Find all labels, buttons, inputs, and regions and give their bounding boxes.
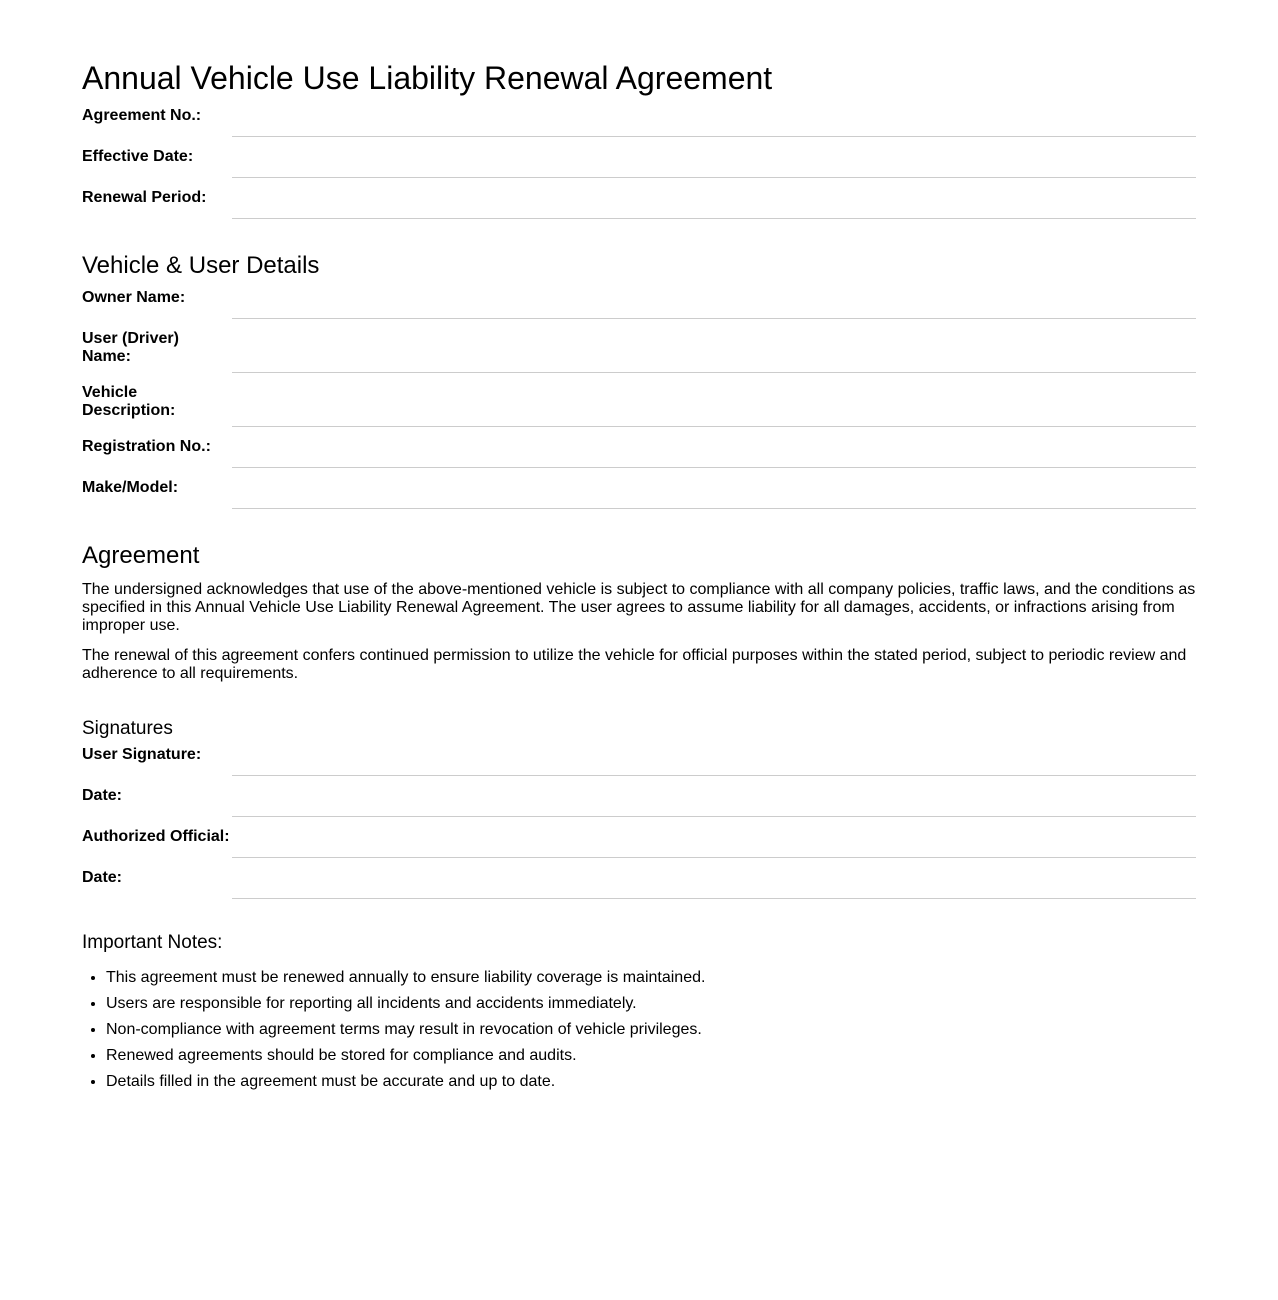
driver-name-label: User (Driver) Name: — [82, 330, 179, 365]
vehicle-description-row — [82, 384, 1196, 427]
user-date-label: Date: — [82, 787, 123, 804]
user-date-field[interactable] — [232, 787, 1196, 817]
official-date-field[interactable] — [232, 869, 1196, 899]
make-model-label: Make/Model: — [82, 479, 179, 496]
registration-number-field[interactable] — [232, 438, 1196, 468]
vehicle-user-fields — [82, 289, 1196, 509]
vehicle-description-label: Vehicle Description: — [82, 384, 176, 419]
user-signature-row — [82, 746, 1196, 776]
authorized-official-label: Authorized Official: — [82, 828, 230, 845]
signatures-heading: Signatures — [82, 718, 173, 739]
notes-list — [82, 969, 1196, 1091]
driver-name-field[interactable] — [232, 330, 1196, 373]
list-item: • Renewed agreements should be stored for compliance and audits. — [106, 1047, 1196, 1065]
list-item: • This agreement must be renewed annually to ensure liability coverage is maintained. — [106, 969, 1196, 987]
user-date-row — [82, 787, 1196, 817]
owner-name-field[interactable] — [232, 289, 1196, 319]
agreement-paragraph-2: The renewal of this agreement confers continued permission to utilize the vehicle for official purposes within the stated period, subject to periodic review and adherence to all requirements. — [82, 647, 1187, 682]
owner-name-label: Owner Name: — [82, 289, 186, 306]
agreement-number-field[interactable] — [232, 107, 1196, 137]
list-item: • Users are responsible for reporting all incidents and accidents immediately. — [106, 995, 1196, 1013]
effective-date-label: Effective Date: — [82, 148, 194, 165]
vehicle-user-heading: Vehicle & User Details — [82, 252, 320, 279]
official-date-row — [82, 869, 1196, 899]
make-model-field[interactable] — [232, 479, 1196, 509]
effective-date-row — [82, 148, 1196, 178]
agreement-number-label: Agreement No.: — [82, 107, 202, 124]
agreement-number-row — [82, 107, 1196, 137]
renewal-period-label: Renewal Period: — [82, 189, 207, 206]
renewal-period-row — [82, 189, 1196, 219]
effective-date-field[interactable] — [232, 148, 1196, 178]
owner-name-row — [82, 289, 1196, 319]
agreement-heading: Agreement — [82, 542, 200, 569]
make-model-row — [82, 479, 1196, 509]
authorized-official-field[interactable] — [232, 828, 1196, 858]
document-title: Annual Vehicle Use Liability Renewal Agreement — [82, 60, 773, 96]
registration-number-label: Registration No.: — [82, 438, 211, 455]
agreement-paragraph-1: The undersigned acknowledges that use of the above-mentioned vehicle is subject to compliance with all company policies, traffic laws, and the conditions as specified in this Annual Vehicle Use Liability Renewal Agreement. The user agrees to assume liability for all damages, accidents, or infractions arising from improper use. — [82, 581, 1196, 634]
header-fields — [82, 107, 1196, 219]
user-signature-field[interactable] — [232, 746, 1196, 776]
registration-number-row — [82, 438, 1196, 468]
renewal-period-field[interactable] — [232, 189, 1196, 219]
list-item: • Non-compliance with agreement terms may result in revocation of vehicle privileges. — [106, 1021, 1196, 1039]
user-signature-label: User Signature: — [82, 746, 202, 763]
signature-fields — [82, 746, 1196, 899]
official-date-label: Date: — [82, 869, 123, 886]
list-item: • Details filled in the agreement must be accurate and up to date. — [106, 1073, 1196, 1091]
authorized-official-row — [82, 828, 1196, 858]
driver-name-row — [82, 330, 1196, 373]
vehicle-description-field[interactable] — [232, 384, 1196, 427]
agreement-document — [82, 0, 1196, 1091]
notes-heading: Important Notes: — [82, 932, 223, 953]
